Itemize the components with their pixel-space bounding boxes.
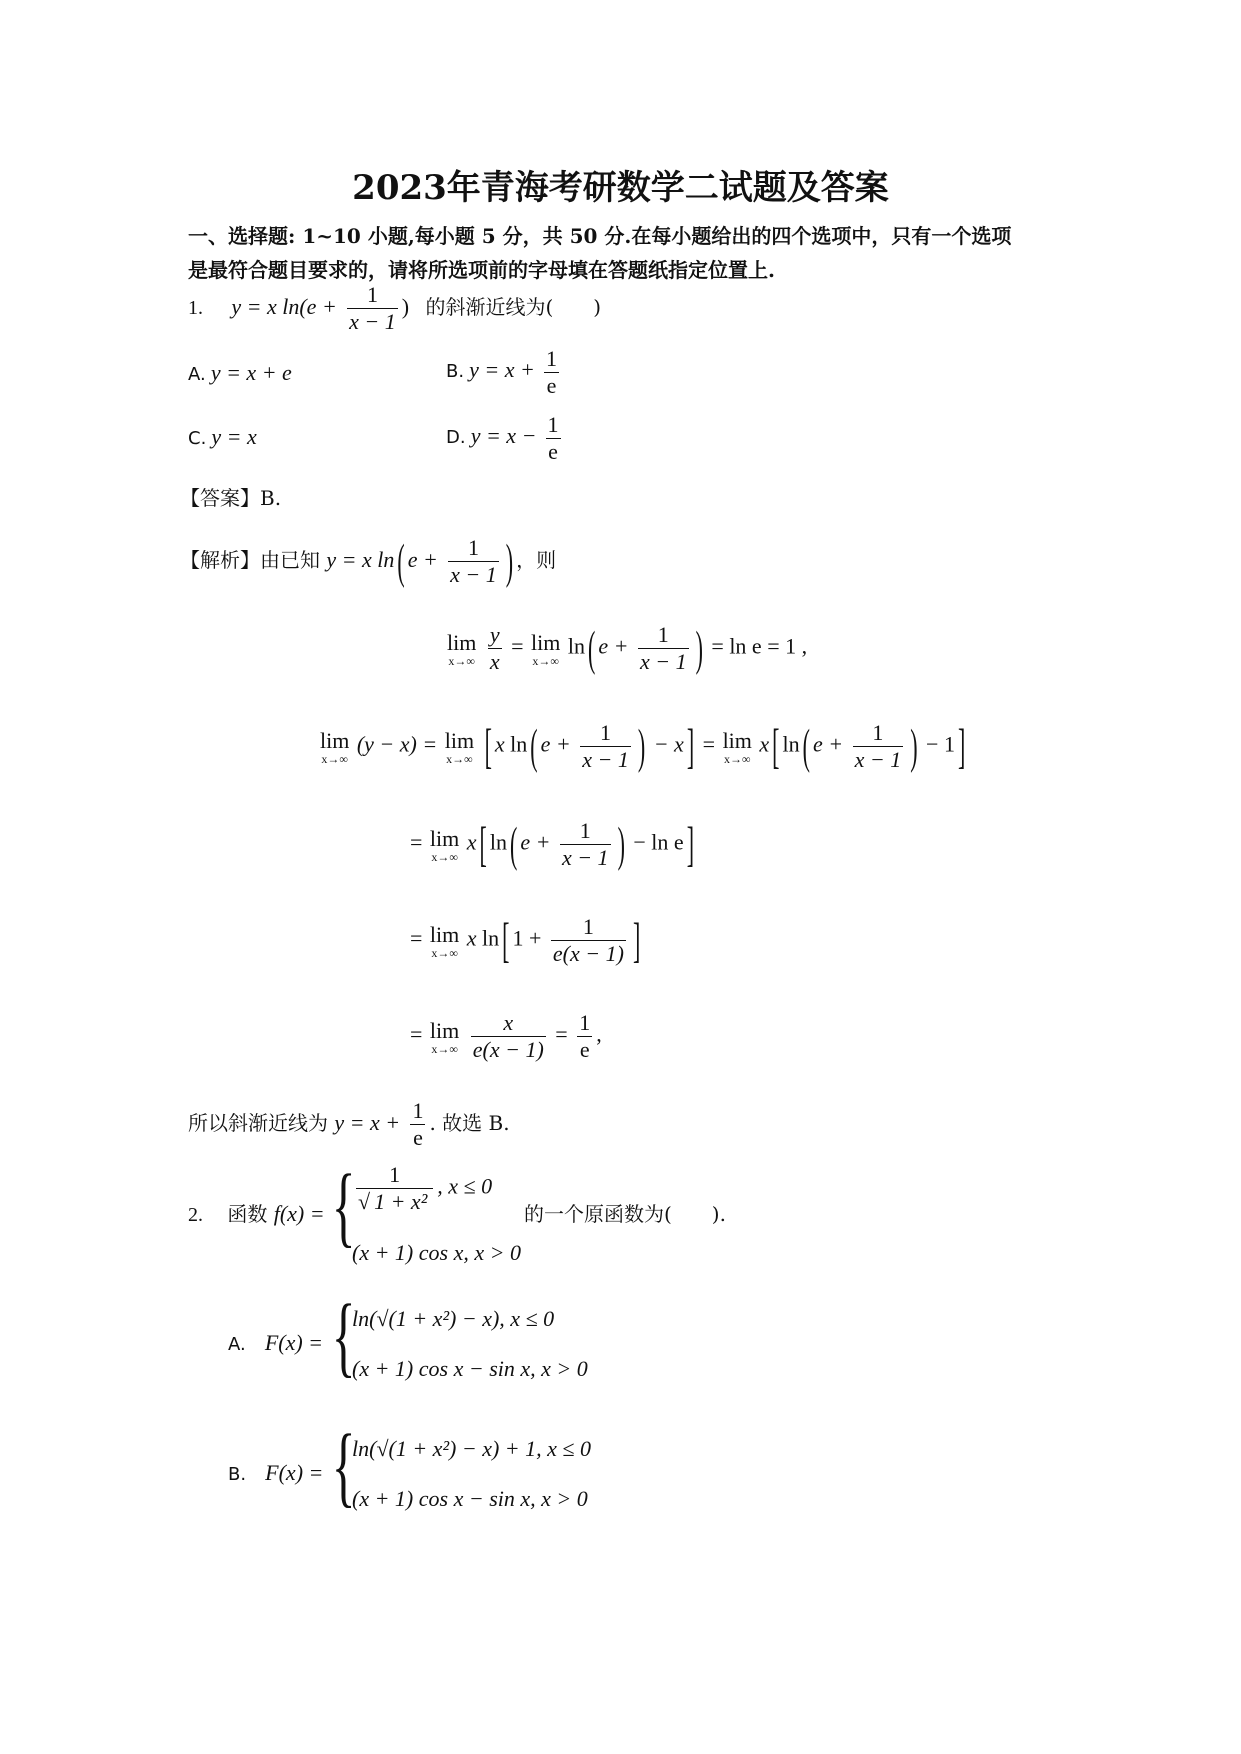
option-b[interactable]: B. y = x + $\frac{1}{e}$ [446, 346, 557, 398]
section-instructions-line1: 一、选择题: 1~10 小题,每小题 5 分，共 50 分.在每小题给出的四个选项中，只有一个选项 [188, 224, 1012, 248]
analysis-line: 【解析】由已知 y = x ln ( e + $\frac{1}{x - 1}$ ) ，则 [180, 532, 557, 588]
page-title: 2023年青海考研数学二试题及答案 [352, 168, 889, 208]
q2-case-2: (x + 1) cos x, x > 0 [352, 1240, 521, 1265]
option-c[interactable]: C. y = x [188, 424, 257, 449]
q2-option-b-case-1: ln(√(1 + x²) − x) + 1, x ≤ 0 [352, 1436, 591, 1461]
derivation-step-5: = lim x→∞ $\frac{x}{e(x - 1)}$ = $\frac{1}{e}$ , [410, 1010, 602, 1062]
q1-conclusion: 所以斜渐近线为 y = x + $\frac{1}{e}$ . 故选 B. [188, 1098, 510, 1150]
section-instructions-line2: 是最符合题目要求的，请将所选项前的字母填在答题纸指定位置上. [188, 258, 775, 282]
q2-option-a-case-2: (x + 1) cos x − sin x, x > 0 [352, 1356, 588, 1381]
derivation-step-1: lim x→∞ $\frac{y}{x}$ = lim x→∞ ln ( e + $\frac{1}{x - 1}$ ) = ln e = 1 , [447, 619, 808, 675]
q2-case-1: $\frac{1}{\text{√ 1 + x²}}$ , x ≤ 0 [358, 1162, 493, 1214]
q2-prompt: 的一个原函数为( ). [524, 1202, 726, 1226]
question-1: 1. y = x ln(e + $\frac{1}{x - 1}$ ) 的斜渐近线为( ) [188, 282, 602, 334]
q1-prompt: 的斜渐近线为( ) [425, 295, 602, 319]
q1-function: y = x ln(e + [231, 294, 337, 319]
answer-line: 【答案】B. [180, 486, 282, 510]
q2-option-b-case-2: (x + 1) cos x − sin x, x > 0 [352, 1486, 588, 1511]
q2-brace: { [331, 1157, 356, 1256]
derivation-step-3: = lim x→∞ x [ ln ( e + $\frac{1}{x - 1}$ ) − ln e ] [410, 815, 695, 871]
q2-option-b[interactable]: B. F(x) = [228, 1460, 324, 1485]
q2-option-a-case-1: ln(√(1 + x²) − x), x ≤ 0 [352, 1306, 555, 1331]
question-2: 2. 函数 f(x) = [188, 1201, 325, 1226]
q1-fraction: $\frac{1}{x - 1}$ [349, 282, 396, 334]
q2-option-a-brace: { [331, 1287, 356, 1386]
question-number: 1. [188, 297, 203, 319]
q2-option-b-brace: { [331, 1417, 356, 1516]
option-a[interactable]: A. y = x + e [188, 360, 292, 385]
derivation-step-4: = lim x→∞ x ln [ 1 + $\frac{1}{e(x - 1)}$ ] [410, 911, 641, 967]
option-d[interactable]: D. y = x − $\frac{1}{e}$ [446, 412, 559, 464]
derivation-step-2: lim x→∞ (y − x) = lim x→∞ [ x ln ( e + $\frac{1}{x - 1}$ ) − x ] = lim x→∞ x [ ln ( e + $\frac{1}{x - 1}$ ) − 1 ] [320, 717, 966, 773]
q2-option-a[interactable]: A. F(x) = [228, 1330, 324, 1355]
